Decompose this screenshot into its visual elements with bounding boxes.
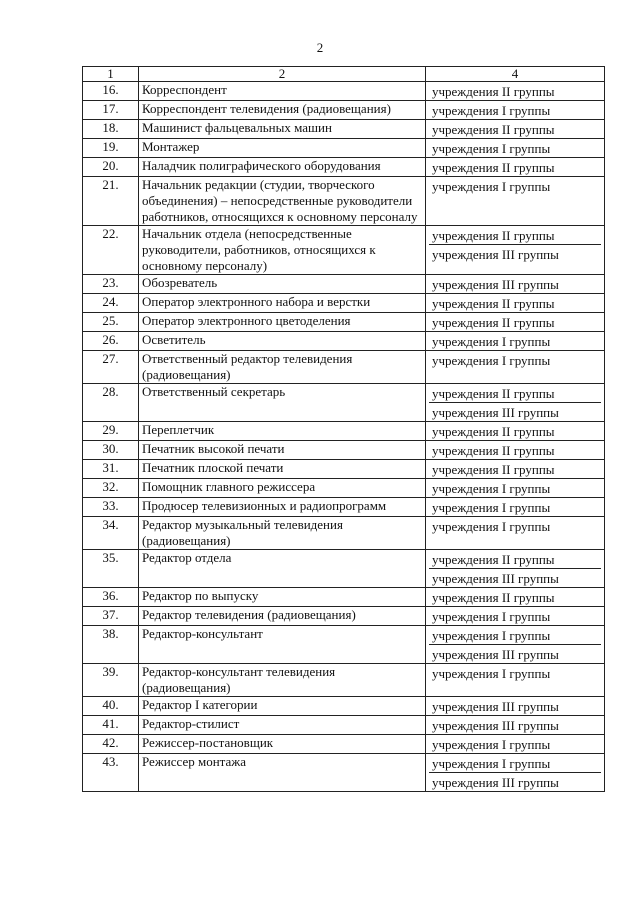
position-title: Продюсер телевизионных и радиопрограмм	[139, 498, 426, 517]
table-row	[83, 158, 605, 177]
institution-group: учреждения II группы	[432, 552, 555, 567]
table-row	[83, 177, 605, 226]
table-row	[83, 479, 605, 498]
position-title: Режиссер-постановщик	[139, 735, 426, 754]
position-title: Редактор по выпуску	[139, 588, 426, 607]
table-row	[83, 460, 605, 479]
position-title: Начальник редакции (студии, творческого объединения) – непосредственные руководители работников, относящихся к основному персоналу	[139, 177, 426, 226]
institution-group: учреждения III группы	[429, 244, 601, 263]
group-cell	[426, 735, 605, 754]
institution-group: учреждения I группы	[432, 179, 551, 194]
institution-group: учреждения III группы	[429, 568, 601, 587]
table-row	[83, 384, 605, 422]
position-title: Наладчик полиграфического оборудования	[139, 158, 426, 177]
table-row	[83, 351, 605, 384]
institution-group: учреждения III группы	[432, 718, 559, 733]
row-number: 33.	[83, 498, 139, 517]
table-row	[83, 735, 605, 754]
institution-group: учреждения III группы	[429, 402, 601, 421]
institution-group: учреждения I группы	[432, 756, 551, 771]
row-number: 41.	[83, 716, 139, 735]
row-number: 23.	[83, 275, 139, 294]
position-title: Редактор телевидения (радиовещания)	[139, 607, 426, 626]
row-number: 21.	[83, 177, 139, 226]
table-row	[83, 120, 605, 139]
row-number: 26.	[83, 332, 139, 351]
row-number: 34.	[83, 517, 139, 550]
institution-group: учреждения II группы	[432, 84, 555, 99]
group-cell	[426, 313, 605, 332]
position-title: Редактор-стилист	[139, 716, 426, 735]
row-number: 18.	[83, 120, 139, 139]
group-cell	[426, 177, 605, 226]
group-cell	[426, 550, 605, 588]
table-row	[83, 754, 605, 792]
group-cell	[426, 607, 605, 626]
institution-group: учреждения I группы	[432, 737, 551, 752]
position-title: Редактор отдела	[139, 550, 426, 588]
row-number: 22.	[83, 226, 139, 275]
group-cell	[426, 716, 605, 735]
row-number: 16.	[83, 82, 139, 101]
position-title: Осветитель	[139, 332, 426, 351]
institution-group: учреждения I группы	[432, 666, 551, 681]
group-cell	[426, 101, 605, 120]
institution-group: учреждения II группы	[432, 315, 555, 330]
table-row	[83, 697, 605, 716]
row-number: 43.	[83, 754, 139, 792]
row-number: 39.	[83, 664, 139, 697]
page-number: 2	[316, 40, 324, 55]
table-row	[83, 101, 605, 120]
table-row	[83, 139, 605, 158]
column-header-number: 1	[83, 67, 139, 82]
row-number: 35.	[83, 550, 139, 588]
row-number: 29.	[83, 422, 139, 441]
institution-group: учреждения I группы	[432, 481, 551, 496]
table-row	[83, 294, 605, 313]
group-cell	[426, 275, 605, 294]
group-cell	[426, 422, 605, 441]
institution-group: учреждения I группы	[432, 141, 551, 156]
row-number: 40.	[83, 697, 139, 716]
position-title: Ответственный редактор телевидения (радиовещания)	[139, 351, 426, 384]
row-number: 28.	[83, 384, 139, 422]
table-row	[83, 275, 605, 294]
row-number: 25.	[83, 313, 139, 332]
group-cell	[426, 697, 605, 716]
institution-group: учреждения II группы	[432, 462, 555, 477]
group-cell	[426, 120, 605, 139]
position-title: Обозреватель	[139, 275, 426, 294]
row-number: 27.	[83, 351, 139, 384]
group-cell	[426, 626, 605, 664]
table-row	[83, 607, 605, 626]
group-cell	[426, 754, 605, 792]
institution-group: учреждения I группы	[432, 500, 551, 515]
group-cell	[426, 588, 605, 607]
table-row	[83, 588, 605, 607]
group-cell	[426, 664, 605, 697]
position-title: Печатник высокой печати	[139, 441, 426, 460]
positions-table	[82, 66, 605, 792]
group-cell	[426, 332, 605, 351]
table-row	[83, 664, 605, 697]
position-title: Редактор-консультант	[139, 626, 426, 664]
group-cell	[426, 351, 605, 384]
institution-group: учреждения III группы	[429, 772, 601, 791]
institution-group: учреждения I группы	[432, 353, 551, 368]
group-cell	[426, 226, 605, 275]
position-title: Печатник плоской печати	[139, 460, 426, 479]
institution-group: учреждения II группы	[432, 590, 555, 605]
table-row	[83, 441, 605, 460]
institution-group: учреждения III группы	[429, 644, 601, 663]
institution-group: учреждения II группы	[432, 424, 555, 439]
column-header-group: 4	[426, 67, 605, 82]
row-number: 30.	[83, 441, 139, 460]
group-cell	[426, 294, 605, 313]
position-title: Корреспондент	[139, 82, 426, 101]
position-title: Переплетчик	[139, 422, 426, 441]
row-number: 42.	[83, 735, 139, 754]
table-row	[83, 498, 605, 517]
group-cell	[426, 384, 605, 422]
position-title: Монтажер	[139, 139, 426, 158]
position-title: Корреспондент телевидения (радиовещания)	[139, 101, 426, 120]
table-row	[83, 422, 605, 441]
group-cell	[426, 158, 605, 177]
row-number: 37.	[83, 607, 139, 626]
institution-group: учреждения II группы	[432, 386, 555, 401]
position-title: Помощник главного режиссера	[139, 479, 426, 498]
row-number: 31.	[83, 460, 139, 479]
table-row	[83, 82, 605, 101]
group-cell	[426, 498, 605, 517]
group-cell	[426, 441, 605, 460]
institution-group: учреждения I группы	[432, 609, 551, 624]
institution-group: учреждения II группы	[432, 296, 555, 311]
position-title: Редактор I категории	[139, 697, 426, 716]
group-cell	[426, 82, 605, 101]
group-cell	[426, 139, 605, 158]
group-cell	[426, 517, 605, 550]
position-title: Оператор электронного набора и верстки	[139, 294, 426, 313]
institution-group: учреждения II группы	[432, 160, 555, 175]
table-row	[83, 716, 605, 735]
institution-group: учреждения II группы	[432, 228, 555, 243]
institution-group: учреждения I группы	[432, 519, 551, 534]
position-title: Редактор-консультант телевидения (радиовещания)	[139, 664, 426, 697]
row-number: 36.	[83, 588, 139, 607]
row-number: 19.	[83, 139, 139, 158]
table-header-row	[83, 67, 605, 82]
row-number: 20.	[83, 158, 139, 177]
table-row	[83, 226, 605, 275]
row-number: 38.	[83, 626, 139, 664]
table-row	[83, 626, 605, 664]
position-title: Режиссер монтажа	[139, 754, 426, 792]
institution-group: учреждения II группы	[432, 443, 555, 458]
table-row	[83, 517, 605, 550]
position-title: Ответственный секретарь	[139, 384, 426, 422]
institution-group: учреждения III группы	[432, 277, 559, 292]
row-number: 24.	[83, 294, 139, 313]
institution-group: учреждения II группы	[432, 122, 555, 137]
position-title: Машинист фальцевальных машин	[139, 120, 426, 139]
table-row	[83, 550, 605, 588]
group-cell	[426, 460, 605, 479]
row-number: 17.	[83, 101, 139, 120]
position-title: Редактор музыкальный телевидения (радиовещания)	[139, 517, 426, 550]
column-header-position: 2	[139, 67, 426, 82]
institution-group: учреждения I группы	[432, 103, 551, 118]
table-row	[83, 313, 605, 332]
group-cell	[426, 479, 605, 498]
institution-group: учреждения I группы	[432, 334, 551, 349]
position-title: Оператор электронного цветоделения	[139, 313, 426, 332]
row-number: 32.	[83, 479, 139, 498]
institution-group: учреждения III группы	[432, 699, 559, 714]
institution-group: учреждения I группы	[432, 628, 551, 643]
position-title: Начальник отдела (непосредственные руководители, работников, относящихся к основному персоналу)	[139, 226, 426, 275]
table-row	[83, 332, 605, 351]
